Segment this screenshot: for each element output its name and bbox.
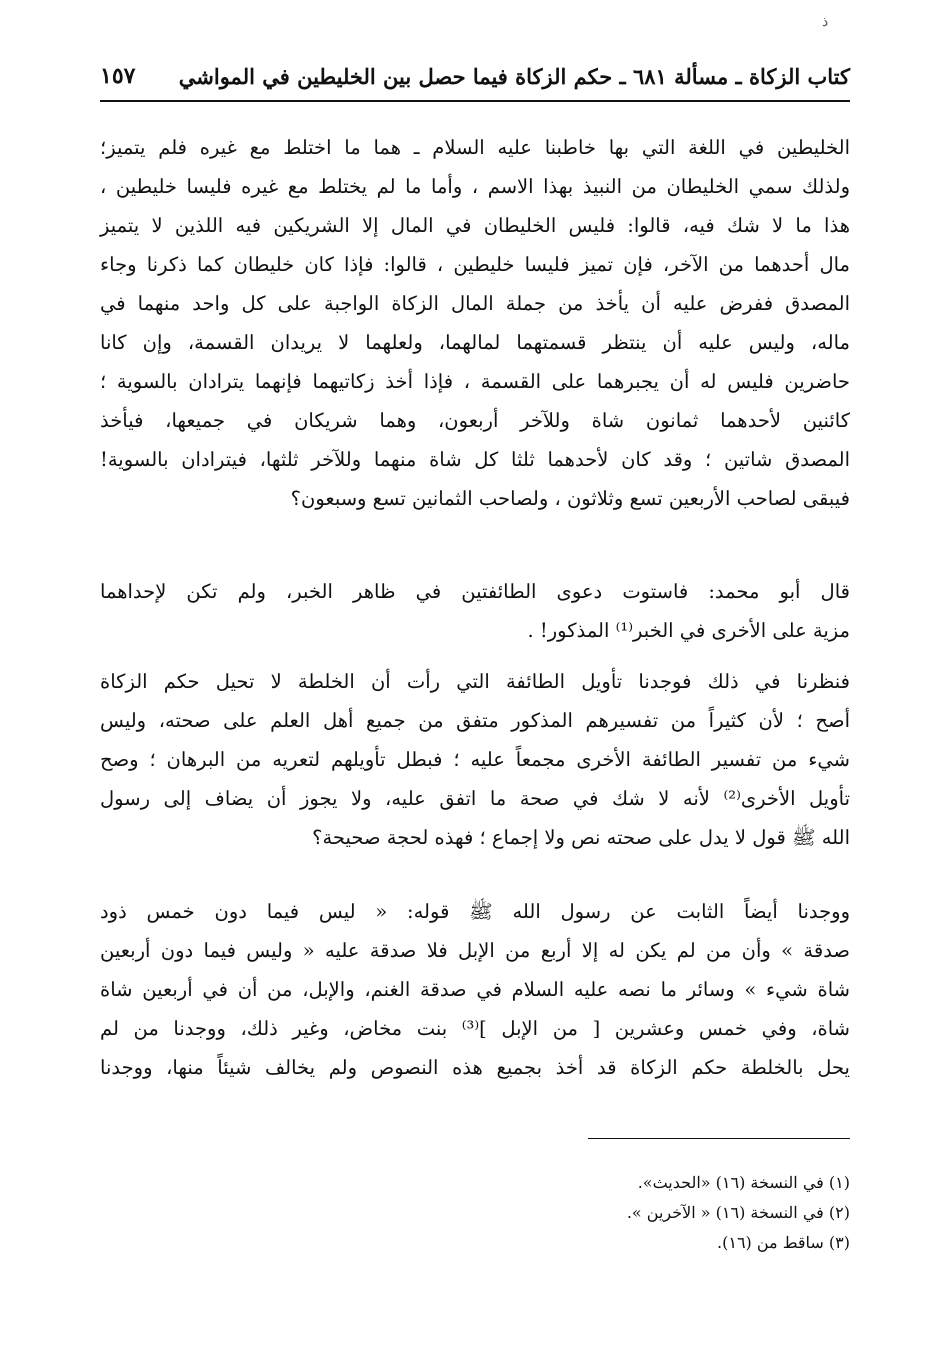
text-line: مال أحدهما من الآخر، فإن تميز فليسا خليطين ، قالوا: فإذا كان خليطان كما ذكرنا وجاء	[100, 253, 850, 276]
text-line: مزية على الأخرى في الخبر⁽¹⁾ المذكور! .	[527, 619, 850, 642]
text-line: أصح ؛ لأن كثيراً من تفسيرهم المذكور متفق من جميع أهل العلم على صحته، وليس	[100, 709, 850, 732]
text-line: فيبقى لصاحب الأربعين تسع وثلاثون ، ولصاحب الثمانين تسع وسبعون؟	[290, 487, 850, 510]
text-line: شاة، وفي خمس وعشرين [ من الإبل ]⁽³⁾ بنت مخاض، وغير ذلك، ووجدنا من لم	[100, 1017, 850, 1040]
text-line: قال أبو محمد: فاستوت دعوى الطائفتين في ظاهر الخبر، ولم تكن لإحداهما	[100, 580, 850, 603]
paragraph-1	[100, 128, 850, 518]
paragraph-4	[100, 892, 850, 1087]
text-line: شاة شيء » وسائر ما نصه عليه السلام في صدقة الغنم، والإبل، من أن في أربعين شاة	[100, 978, 850, 1001]
page-number: ١٥٧	[100, 63, 136, 89]
text-line: المصدق ففرض عليه أن يأخذ من جملة المال الزكاة الواجبة على كل واحد منهما في	[100, 292, 850, 315]
text-line: ماله، وليس عليه أن ينتظر قسمتهما لمالهما، ولعلهما لا يريدان القسمة، وإن كانا	[100, 331, 850, 354]
text-line: الله ﷺ قول لا يدل على صحته نص ولا إجماع ؛ فهذه لحجة صحيحة؟	[312, 826, 850, 849]
footnotes	[400, 1168, 850, 1258]
text-line: كائنين لأحدهما ثمانون شاة وللآخر أربعون، وهما شريكان في جميعها، فيأخذ	[100, 409, 850, 432]
text-line: شيء من تفسير الطائفة الأخرى مجمعاً عليه ؛ فبطل تأويلهم لتعريه من البرهان ؛ وصح	[100, 748, 850, 771]
paragraph-2	[100, 572, 850, 650]
text-line: يحل بالخلطة حكم الزكاة قد أخذ بجميع هذه النصوص ولم يخالف شيئاً منها، ووجدنا	[100, 1056, 850, 1079]
text-line: فنظرنا في ذلك فوجدنا تأويل الطائفة التي رأت أن الخلطة لا تحيل حكم الزكاة	[100, 670, 850, 693]
text-line: حاضرين فليس له أن يجبرهما على القسمة ، فإذا أخذ زكاتيهما فإنهما يترادان بالسوية ؛	[100, 370, 850, 393]
text-line: تأويل الأخرى⁽²⁾ لأنه لا شك في صحة ما اتفق عليه، ولا يجوز أن يضاف إلى رسول	[100, 787, 850, 810]
header-title: كتاب الزكاة ـ مسألة ٦٨١ ـ حكم الزكاة فيما حصل بين الخليطين في المواشي	[178, 63, 850, 89]
paragraph-3	[100, 662, 850, 857]
text-line: ووجدنا أيضاً الثابت عن رسول الله ﷺ قوله: « ليس فيما دون خمس ذود	[100, 900, 850, 923]
footnote-1: (١) في النسخة (١٦) «الحديث».	[637, 1173, 850, 1192]
footnote-2: (٢) في النسخة (١٦) « الآخرين ».	[626, 1203, 850, 1222]
running-header	[100, 58, 850, 94]
text-line: صدقة » وأن من لم يكن له إلا أربع من الإبل فلا صدقة عليه « وليس فيما دون أربعين	[100, 939, 850, 962]
footnote-separator	[588, 1138, 850, 1139]
header-rule	[100, 100, 850, 102]
corner-mark: ذ	[822, 14, 829, 30]
text-line: الخليطين في اللغة التي بها خاطبنا عليه السلام ـ هما ما اختلط مع غيره فلم يتميز؛	[100, 136, 850, 159]
text-line: هذا ما لا شك فيه، قالوا: فليس الخليطان في المال إلا الشريكين فيه اللذين لا يتميز	[100, 214, 850, 237]
text-line: المصدق شاتين ؛ وقد كان لأحدهما ثلثا كل شاة منهما وللآخر ثلثها، فيترادان بالسوية!	[100, 448, 850, 471]
footnote-3: (٣) ساقط من (١٦).	[717, 1233, 850, 1252]
text-line: ولذلك سمي الخليطان من النبيذ بهذا الاسم ، وأما ما لم يختلط مع غيره فليسا خليطين ،	[100, 175, 850, 198]
